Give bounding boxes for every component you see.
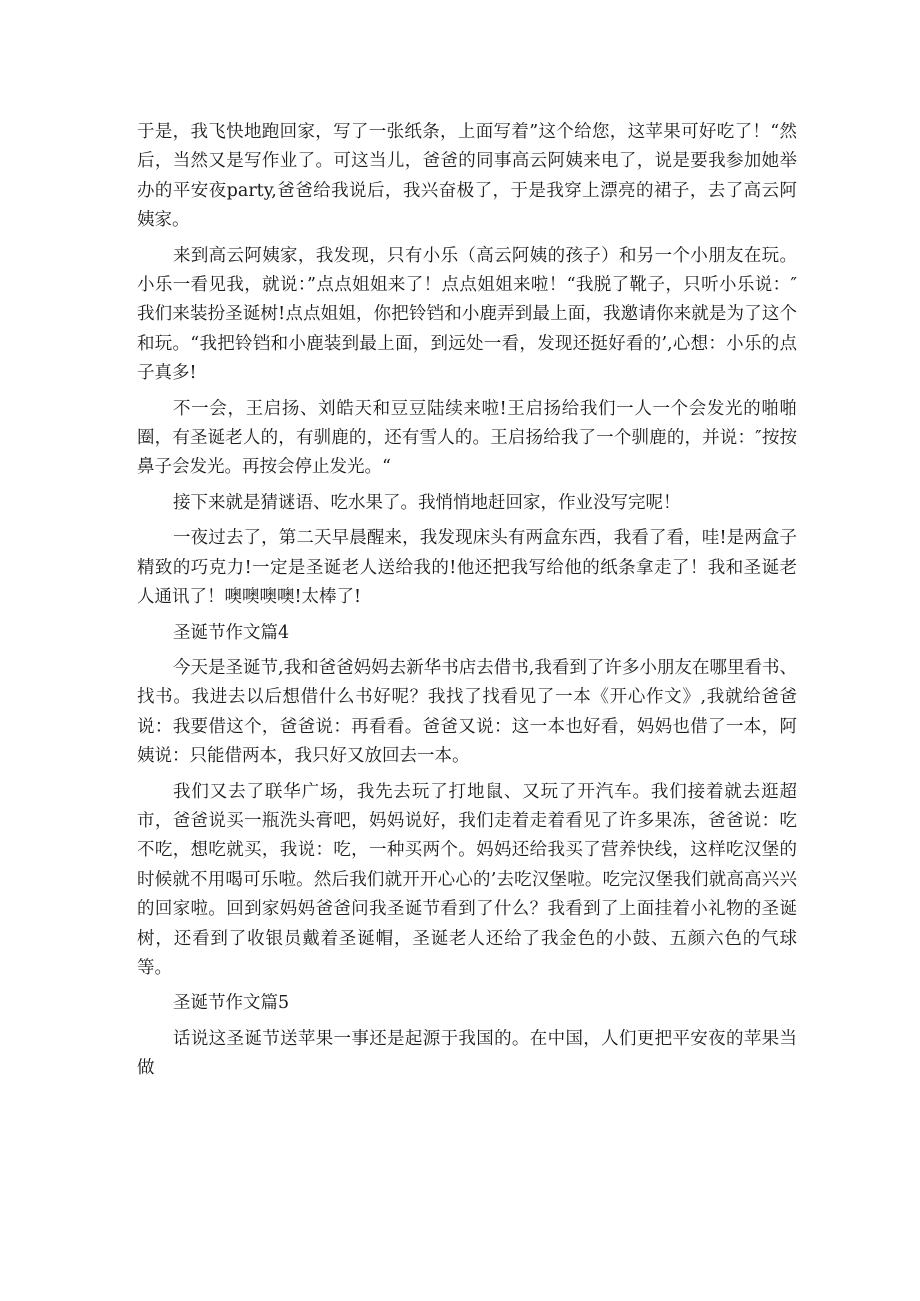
paragraph: 不一会，王启扬、刘皓天和豆豆陆续来啦!王启扬给我们一人一个会发光的啪啪圈，有圣诞老人的，有驯鹿的，还有雪人的。王启扬给我了一个驯鹿的，并说：″按按鼻子会发光。再按会停止发光。“ — [137, 398, 797, 478]
paragraph: 话说这圣诞节送苹果一事还是起源于我国的。在中国，人们更把平安夜的苹果当做 — [137, 1028, 797, 1079]
document-body — [137, 118, 797, 1090]
paragraph: 今天是圣诞节,我和爸爸妈妈去新华书店去借书,我看到了许多小朋友在哪里看书、找书。我进去以后想借什么书好呢？我找了找看见了一本《开心作文》,我就给爸爸说：我要借这个，爸爸说：再看看。爸爸又说：这一本也好看，妈妈也借了一本，阿姨说：只能借两本，我只好又放回去一本。 — [137, 657, 797, 767]
paragraph: 我们又去了联华广场，我先去玩了打地鼠、又玩了开汽车。我们接着就去逛超市，爸爸说买一瓶洗头膏吧，妈妈说好，我们走着走着看见了许多果冻，爸爸说：吃不吃，想吃就买，我说：吃，一种买两个。妈妈还给我买了营养快线，这样吃汉堡的时候就不用喝可乐啦。然后我们就开开心心的’去吃汉堡啦。吃完汉堡我们就高高兴兴的回家啦。回到家妈妈爸爸问我圣诞节看到了什么？我看到了上面挂着小礼物的圣诞树，还看到了收银员戴着圣诞帽，圣诞老人还给了我金色的小鼓、五颜六色的气球等。 — [137, 781, 797, 978]
paragraph: 来到高云阿姨家，我发现，只有小乐（高云阿姨的孩子）和另一个小朋友在玩。小乐一看见我，就说：”点点姐姐来了！点点姐姐来啦！“我脱了靴子，只听小乐说：″我们来装扮圣诞树!点点姐姐，你把铃铛和小鹿弄到最上面，我邀请你来就是为了这个和玩。“我把铃铛和小鹿装到最上面，到远处一看，发现还挺好看的’,心想：小乐的点子真多! — [137, 245, 797, 384]
paragraph: 接下来就是猜谜语、吃水果了。我悄悄地赶回家，作业没写完呢！ — [173, 492, 681, 513]
section-heading: 圣诞节作文篇4 — [173, 622, 290, 643]
section-heading: 圣诞节作文篇5 — [173, 993, 290, 1014]
paragraph: 一夜过去了，第二天早晨醒来，我发现床头有两盒东西，我看了看，哇!是两盒子精致的巧克力!一定是圣诞老人送给我的!他还把我写给他的纸条拿走了！我和圣诞老人通讯了！噢噢噢噢!太棒了! — [137, 528, 797, 608]
paragraph: 于是，我飞快地跑回家，写了一张纸条，上面写着”这个给您，这苹果可好吃了！“然后，当然又是写作业了。可这当儿，爸爸的同事高云阿姨来电了，说是要我参加她举办的平安夜party,爸爸给我说后，我兴奋极了，于是我穿上漂亮的裙子，去了高云阿姨家。 — [137, 122, 797, 231]
